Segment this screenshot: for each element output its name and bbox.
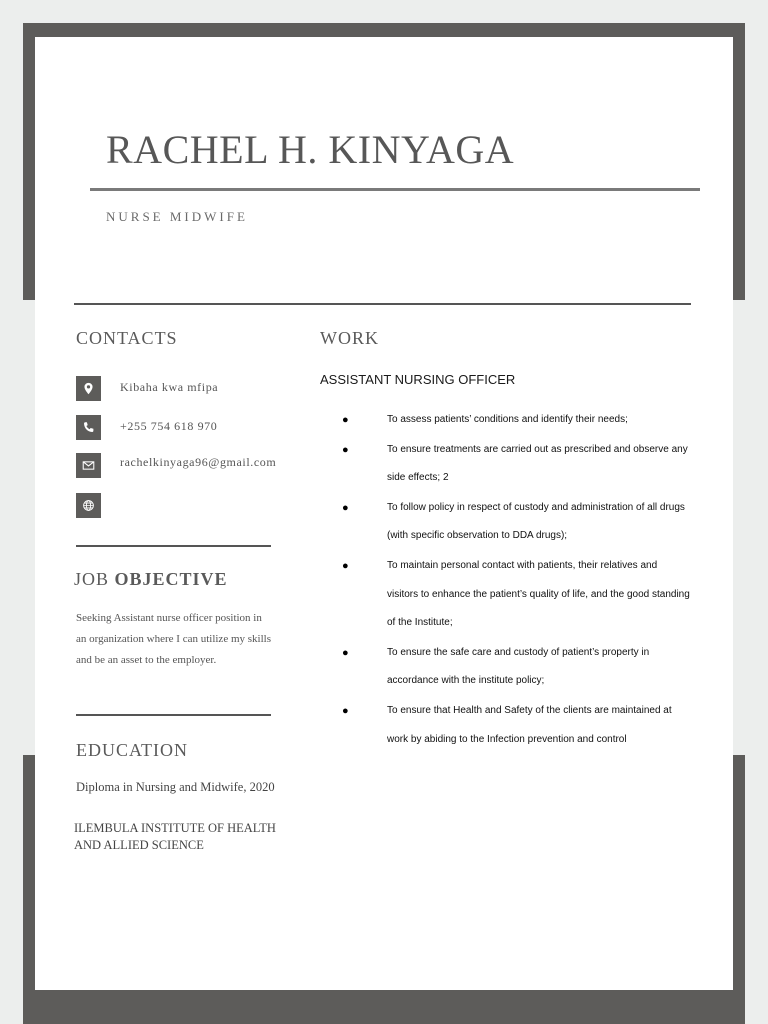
globe-icon bbox=[76, 493, 101, 518]
duty-text: To ensure treatments are carried out as prescribed and observe any side effects; 2 bbox=[387, 443, 688, 484]
bullet-icon: ● bbox=[342, 704, 349, 717]
duty-text: To ensure the safe care and custody of patient’s property in accordance with the institute policy; bbox=[387, 646, 650, 687]
objective-heading bbox=[74, 569, 228, 590]
duty-item bbox=[320, 436, 690, 493]
duty-item bbox=[320, 639, 690, 696]
work-heading: WORK bbox=[320, 328, 379, 348]
bullet-icon: ● bbox=[342, 443, 349, 456]
education-heading: EDUCATION bbox=[76, 740, 188, 760]
address-text: Kibaha kwa mfipa bbox=[120, 380, 219, 394]
phone-text[interactable]: +255 754 618 970 bbox=[120, 419, 218, 433]
education-school: ILEMBULA INSTITUTE OF HEALTH AND ALLIED SCIENCE bbox=[74, 821, 276, 852]
duty-text: To ensure that Health and Safety of the clients are maintained at work by abiding to the Infection prevention and control bbox=[387, 704, 672, 745]
duty-text: To follow policy in respect of custody and administration of all drugs (with specific observation to DDA drugs); bbox=[387, 501, 685, 542]
contact-address bbox=[76, 376, 306, 401]
email-text[interactable]: rachelkinyaga96@gmail.com bbox=[120, 455, 277, 469]
objective-heading-bold: OBJECTIVE bbox=[114, 569, 228, 589]
objective-text: Seeking Assistant nurse officer position in an organization where I can utilize my skills and be an asset to the employer. bbox=[76, 612, 271, 666]
contact-email bbox=[76, 453, 306, 478]
job-title: NURSE MIDWIFE bbox=[106, 209, 248, 224]
objective-heading-prefix: JOB bbox=[74, 569, 110, 589]
phone-icon bbox=[76, 415, 101, 440]
bullet-icon: ● bbox=[342, 414, 349, 426]
duty-item bbox=[320, 697, 690, 754]
candidate-name: RACHEL H. KINYAGA bbox=[106, 127, 515, 172]
contacts-divider bbox=[76, 545, 271, 547]
bullet-icon: ● bbox=[342, 501, 349, 514]
duty-item bbox=[320, 552, 690, 638]
contact-phone bbox=[76, 415, 306, 440]
location-pin-icon bbox=[76, 376, 101, 401]
duty-item bbox=[320, 406, 690, 435]
duties-list bbox=[320, 406, 690, 755]
education-degree: Diploma in Nursing and Midwife, 2020 bbox=[76, 780, 275, 794]
objective-divider bbox=[76, 714, 271, 716]
email-icon bbox=[76, 453, 101, 478]
bullet-icon: ● bbox=[342, 559, 349, 572]
contact-website bbox=[76, 493, 306, 518]
duty-item bbox=[320, 494, 690, 551]
duty-text: To maintain personal contact with patients, their relatives and visitors to enhance the patient’s quality of life, and the good standing of the Institute; bbox=[387, 559, 690, 629]
work-role-title: ASSISTANT NURSING OFFICER bbox=[320, 372, 516, 387]
duty-text: To assess patients’ conditions and identify their needs; bbox=[387, 414, 628, 425]
name-divider bbox=[90, 188, 700, 191]
bullet-icon: ● bbox=[342, 646, 349, 659]
contacts-heading: CONTACTS bbox=[76, 328, 178, 348]
section-divider bbox=[74, 303, 691, 305]
